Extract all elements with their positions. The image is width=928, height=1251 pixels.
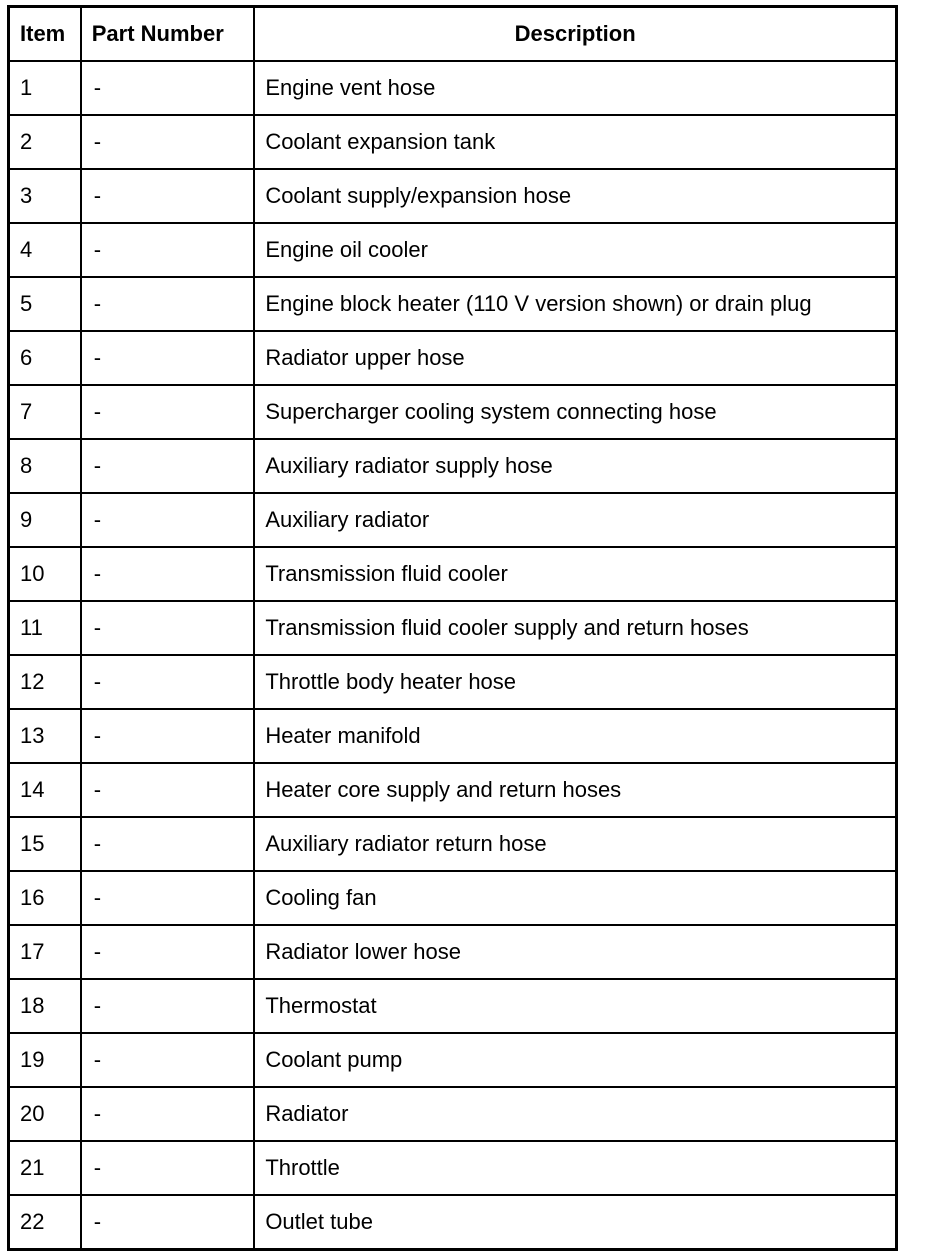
cell-part-number: - bbox=[81, 1141, 255, 1195]
cell-item: 11 bbox=[9, 601, 81, 655]
cell-item: 5 bbox=[9, 277, 81, 331]
table-row bbox=[9, 1195, 897, 1250]
cell-description: Radiator upper hose bbox=[254, 331, 896, 385]
table-row bbox=[9, 817, 897, 871]
cell-description: Coolant pump bbox=[254, 1033, 896, 1087]
table-row bbox=[9, 979, 897, 1033]
cell-part-number: - bbox=[81, 61, 255, 115]
cell-description: Engine block heater (110 V version shown) or drain plug bbox=[254, 277, 896, 331]
table-row bbox=[9, 925, 897, 979]
header-part-number: Part Number bbox=[81, 7, 255, 62]
cell-item: 17 bbox=[9, 925, 81, 979]
cell-description: Coolant expansion tank bbox=[254, 115, 896, 169]
cell-description: Throttle body heater hose bbox=[254, 655, 896, 709]
cell-description: Radiator bbox=[254, 1087, 896, 1141]
cell-description: Engine vent hose bbox=[254, 61, 896, 115]
cell-part-number: - bbox=[81, 871, 255, 925]
table-row bbox=[9, 709, 897, 763]
header-item: Item bbox=[9, 7, 81, 62]
cell-part-number: - bbox=[81, 223, 255, 277]
cell-item: 16 bbox=[9, 871, 81, 925]
cell-part-number: - bbox=[81, 763, 255, 817]
cell-item: 14 bbox=[9, 763, 81, 817]
cell-description: Coolant supply/expansion hose bbox=[254, 169, 896, 223]
cell-item: 10 bbox=[9, 547, 81, 601]
table-row bbox=[9, 169, 897, 223]
table-row bbox=[9, 871, 897, 925]
cell-item: 20 bbox=[9, 1087, 81, 1141]
cell-item: 3 bbox=[9, 169, 81, 223]
cell-description: Engine oil cooler bbox=[254, 223, 896, 277]
cell-part-number: - bbox=[81, 817, 255, 871]
cell-part-number: - bbox=[81, 547, 255, 601]
cell-part-number: - bbox=[81, 169, 255, 223]
table-row bbox=[9, 1141, 897, 1195]
cell-item: 21 bbox=[9, 1141, 81, 1195]
table-row bbox=[9, 61, 897, 115]
cell-description: Heater manifold bbox=[254, 709, 896, 763]
cell-part-number: - bbox=[81, 493, 255, 547]
cell-description: Transmission fluid cooler bbox=[254, 547, 896, 601]
cell-item: 13 bbox=[9, 709, 81, 763]
cell-part-number: - bbox=[81, 277, 255, 331]
table-header-row bbox=[9, 7, 897, 62]
cell-part-number: - bbox=[81, 385, 255, 439]
cell-item: 8 bbox=[9, 439, 81, 493]
cell-item: 6 bbox=[9, 331, 81, 385]
table-row bbox=[9, 655, 897, 709]
table-row bbox=[9, 763, 897, 817]
cell-description: Throttle bbox=[254, 1141, 896, 1195]
cell-description: Auxiliary radiator bbox=[254, 493, 896, 547]
cell-item: 4 bbox=[9, 223, 81, 277]
table-row bbox=[9, 601, 897, 655]
table-row bbox=[9, 331, 897, 385]
cell-description: Auxiliary radiator supply hose bbox=[254, 439, 896, 493]
cell-item: 1 bbox=[9, 61, 81, 115]
table-body bbox=[9, 61, 897, 1250]
table-row bbox=[9, 493, 897, 547]
cell-item: 15 bbox=[9, 817, 81, 871]
cell-part-number: - bbox=[81, 601, 255, 655]
table-row bbox=[9, 223, 897, 277]
cell-description: Outlet tube bbox=[254, 1195, 896, 1250]
cell-description: Transmission fluid cooler supply and return hoses bbox=[254, 601, 896, 655]
table-row bbox=[9, 277, 897, 331]
cell-description: Radiator lower hose bbox=[254, 925, 896, 979]
cell-part-number: - bbox=[81, 439, 255, 493]
cell-description: Cooling fan bbox=[254, 871, 896, 925]
table-row bbox=[9, 115, 897, 169]
cell-description: Auxiliary radiator return hose bbox=[254, 817, 896, 871]
cell-description: Supercharger cooling system connecting hose bbox=[254, 385, 896, 439]
cell-part-number: - bbox=[81, 115, 255, 169]
cell-description: Thermostat bbox=[254, 979, 896, 1033]
table-row bbox=[9, 1033, 897, 1087]
cell-item: 2 bbox=[9, 115, 81, 169]
cell-item: 22 bbox=[9, 1195, 81, 1250]
header-description: Description bbox=[254, 7, 896, 62]
cell-part-number: - bbox=[81, 925, 255, 979]
cell-item: 19 bbox=[9, 1033, 81, 1087]
cell-description: Heater core supply and return hoses bbox=[254, 763, 896, 817]
cell-part-number: - bbox=[81, 331, 255, 385]
table-row bbox=[9, 439, 897, 493]
cell-part-number: - bbox=[81, 979, 255, 1033]
cell-part-number: - bbox=[81, 1033, 255, 1087]
cell-item: 18 bbox=[9, 979, 81, 1033]
table-row bbox=[9, 385, 897, 439]
cell-part-number: - bbox=[81, 1195, 255, 1250]
cell-part-number: - bbox=[81, 655, 255, 709]
cell-item: 12 bbox=[9, 655, 81, 709]
cell-item: 9 bbox=[9, 493, 81, 547]
cell-part-number: - bbox=[81, 1087, 255, 1141]
parts-table bbox=[7, 5, 898, 1251]
cell-part-number: - bbox=[81, 709, 255, 763]
table-row bbox=[9, 547, 897, 601]
table-row bbox=[9, 1087, 897, 1141]
cell-item: 7 bbox=[9, 385, 81, 439]
